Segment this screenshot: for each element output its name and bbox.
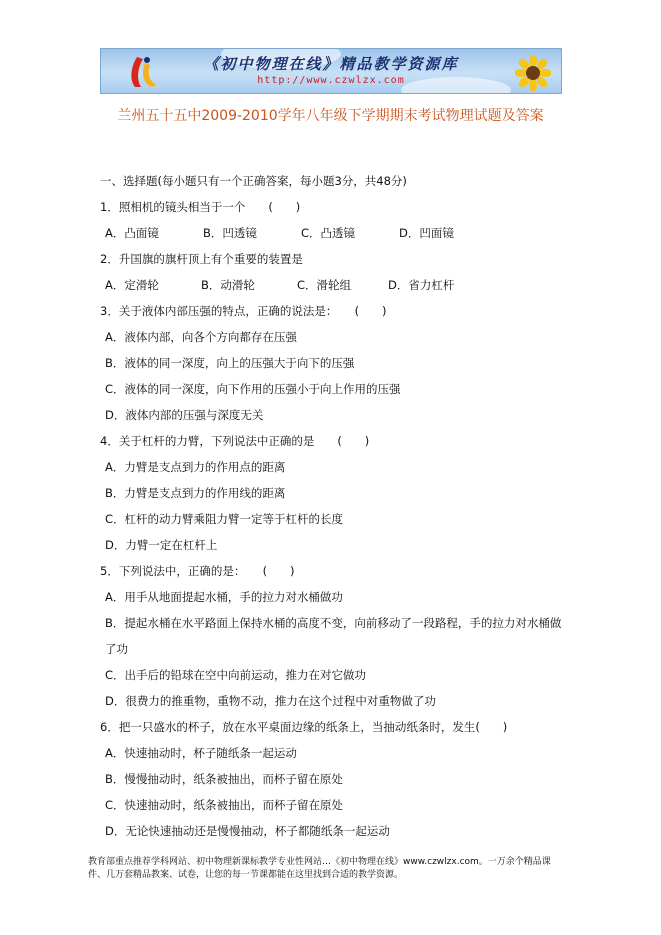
question-stem: 2．升国旗的旗杆顶上有个重要的装置是 (100, 252, 303, 266)
option: D．力臂一定在杠杆上 (105, 538, 218, 552)
option: A．快速抽动时，杯子随纸条一起运动 (105, 746, 297, 760)
option: A．液体内部，向各个方向都存在压强 (105, 330, 297, 344)
site-banner (100, 48, 562, 94)
question-stem: 1．照相机的镜头相当于一个 ( ) (100, 200, 301, 214)
question-stem: 4．关于杠杆的力臂，下列说法中正确的是 ( ) (100, 434, 370, 448)
option: A．凸面镜 (105, 226, 159, 240)
sunflower-icon (515, 55, 551, 91)
question-stem: 5．下列说法中，正确的是： ( ) (100, 564, 295, 578)
option-row (100, 272, 570, 298)
option: B．慢慢抽动时，纸条被抽出，而杯子留在原处 (105, 772, 343, 786)
section-heading: 一、选择题(每小题只有一个正确答案，每小题3分，共48分) (100, 174, 407, 188)
option: A．定滑轮 (105, 278, 159, 292)
option: A．力臂是支点到力的作用点的距离 (105, 460, 286, 474)
option: B．力臂是支点到力的作用线的距离 (105, 486, 286, 500)
option: B．凹透镜 (203, 226, 257, 240)
option: C．快速抽动时，纸条被抽出，而杯子留在原处 (105, 798, 344, 812)
option: A．用手从地面提起水桶，手的拉力对水桶做功 (105, 590, 343, 604)
option: D．很费力的推重物，重物不动，推力在这个过程中对重物做了功 (105, 694, 436, 708)
option: C．滑轮组 (297, 278, 352, 292)
banner-title: 《初中物理在线》精品教学资源库 (203, 55, 459, 73)
question-stem: 3．关于液体内部压强的特点，正确的说法是： ( ) (100, 304, 387, 318)
option: D．凹面镜 (399, 226, 454, 240)
document-title: 兰州五十五中2009-2010学年八年级下学期期末考试物理试题及答案 (117, 108, 544, 124)
question-content (100, 168, 570, 844)
option: C．出手后的铅球在空中向前运动，推力在对它做功 (105, 668, 367, 682)
option: D．无论快速抽动还是慢慢抽动，杯子都随纸条一起运动 (105, 824, 390, 838)
option: B．液体的同一深度，向上的压强大于向下的压强 (105, 356, 355, 370)
page-footer: 教育部重点推荐学科网站、初中物理新课标教学专业性网站…《初中物理在线》www.czwlzx.com。一万余个精品课件、几万套精品教案、试卷，让您的每一节课都能在这里找到合适的教学资源。 (88, 857, 551, 880)
option: B．动滑轮 (201, 278, 255, 292)
option: C．杠杆的动力臂乘阻力臂一定等于杠杆的长度 (105, 512, 344, 526)
question-stem: 6．把一只盛水的杯子，放在水平桌面边缘的纸条上，当抽动纸条时，发生( ) (100, 720, 508, 734)
option: D．省力杠杆 (388, 278, 455, 292)
option: D．液体内部的压强与深度无关 (105, 408, 264, 422)
option: C．液体的同一深度，向下作用的压强小于向上作用的压强 (105, 382, 401, 396)
option: B．提起水桶在水平路面上保持水桶的高度不变，向前移动了一段路程，手的拉力对水桶做了功 (105, 616, 562, 656)
banner-url[interactable]: http://www.czwlzx.com (257, 75, 405, 86)
option-row (100, 220, 570, 246)
option: C．凸透镜 (301, 226, 356, 240)
